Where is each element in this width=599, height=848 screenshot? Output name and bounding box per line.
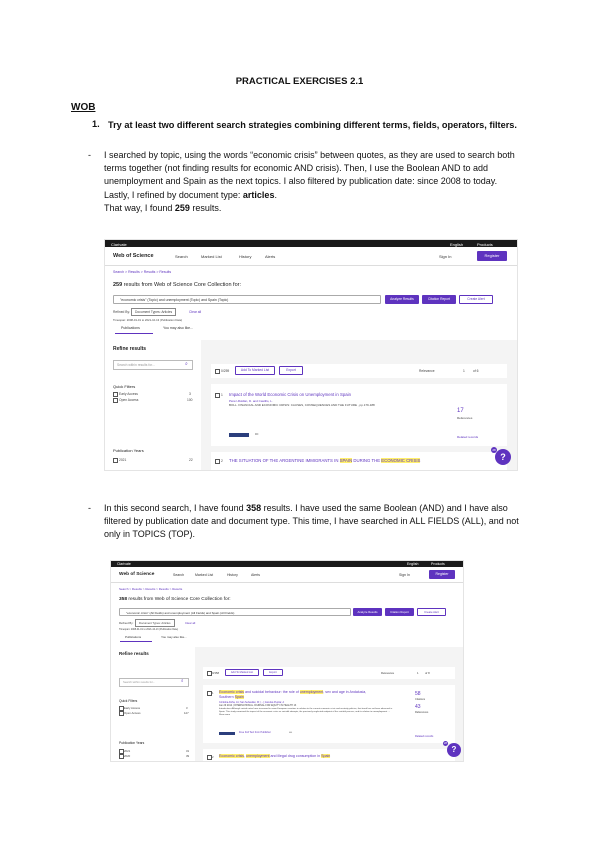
nav-bar xyxy=(105,247,517,266)
analyze-results-button[interactable]: Analyze Results xyxy=(385,295,419,304)
screenshot-search-1 xyxy=(104,239,518,471)
timespan-text: Timespan: 2008-01-01 to 2021-10-13 (Publication Date) xyxy=(113,318,183,322)
nav-history[interactable]: History xyxy=(239,254,252,259)
nav-marked-list[interactable]: Marked List xyxy=(195,573,214,577)
early-access-checkbox[interactable] xyxy=(119,706,124,711)
more-options-icon[interactable]: ••• xyxy=(255,432,259,436)
citation-report-button[interactable]: Citation Report xyxy=(385,608,414,616)
results-heading: 259 results from Web of Science Core Collection for: xyxy=(113,282,241,288)
page-input[interactable]: 1 xyxy=(463,369,465,373)
open-access-checkbox[interactable] xyxy=(113,398,118,403)
page-total: of 6 xyxy=(473,369,479,373)
products-menu[interactable]: Products xyxy=(431,562,445,566)
tab-publications[interactable]: Publications xyxy=(121,326,140,330)
create-alert-button[interactable]: Create Alert xyxy=(459,295,493,304)
year-count: 39 xyxy=(186,754,190,758)
citation-label: Citations xyxy=(415,698,426,701)
early-access-label: Early Access xyxy=(124,706,141,710)
year-label: 2020 xyxy=(124,754,131,758)
section-heading: WOB xyxy=(71,102,96,113)
wos-logo[interactable]: Web of Science xyxy=(119,572,155,577)
register-button[interactable]: Register xyxy=(477,251,507,261)
reference-count[interactable]: 43 xyxy=(415,704,421,710)
result-title-link[interactable]: THE SITUATION OF THE ARGENTINE IMMIGRANTS IN SPAIN DURING THE ECONOMIC CRISIS xyxy=(229,458,421,463)
sfx-logo-icon[interactable] xyxy=(219,732,235,735)
nav-bar xyxy=(111,567,463,583)
clarivate-logo: Clarivate xyxy=(117,562,131,566)
tab-underline xyxy=(115,333,153,334)
tab-publications[interactable]: Publications xyxy=(125,635,142,639)
result-checkbox[interactable] xyxy=(215,393,220,398)
sfx-logo-icon[interactable] xyxy=(229,433,249,437)
page-total: of 8 xyxy=(425,671,430,675)
nav-search[interactable]: Search xyxy=(175,254,188,259)
reference-count[interactable]: 17 xyxy=(457,408,464,414)
year-count: 22 xyxy=(189,458,193,462)
breadcrumb[interactable]: Search > Results > Results > Results xyxy=(113,270,172,274)
refine-results-heading: Refine results xyxy=(113,346,147,352)
sort-relevance[interactable]: Relevance xyxy=(381,671,395,675)
search-within-input[interactable]: Search within results for... xyxy=(113,360,193,370)
select-all-checkbox[interactable] xyxy=(215,369,220,374)
bullet-dash: - xyxy=(88,503,91,513)
screenshot-search-2 xyxy=(110,560,464,762)
year-count: 31 xyxy=(186,749,190,753)
early-access-count: 3 xyxy=(189,392,191,396)
result-authors[interactable]: Pérez-Roldán, D. and Castillo, L. xyxy=(229,399,273,403)
result-checkbox[interactable] xyxy=(207,691,212,696)
result-number: 1 xyxy=(212,691,214,695)
sort-relevance[interactable]: Relevance xyxy=(419,369,435,373)
result-authors[interactable]: Córdoba-Doña, JA; San Sebastián, M; (...); Escolar-Pujolar, A xyxy=(219,701,285,704)
publication-years-heading: Publication Years xyxy=(119,741,145,745)
result-source: BOLL. FINANCIAL AND ECONOMIC CRISIS: CAUSES, CONSEQUENCES AND THE FUTURE , pp.179-188 xyxy=(229,403,375,407)
tab-you-may-also-like[interactable]: You may also like... xyxy=(161,635,187,639)
open-access-count: 100 xyxy=(187,398,193,402)
result-checkbox[interactable] xyxy=(207,755,212,760)
citation-count[interactable]: 58 xyxy=(415,691,421,697)
tab-you-may-also-like[interactable]: You may also like... xyxy=(163,326,194,330)
refined-chip[interactable]: Document Types: Articles xyxy=(135,619,175,627)
sign-in-link[interactable]: Sign In xyxy=(399,573,410,577)
refine-results-heading: Refine results xyxy=(119,651,149,656)
export-button[interactable]: Export xyxy=(263,669,283,676)
language-menu[interactable]: English xyxy=(450,241,464,247)
publication-years-heading: Publication Years xyxy=(113,448,144,453)
select-count: 0/358 xyxy=(212,671,219,675)
open-access-count: 127 xyxy=(184,711,189,715)
results-heading: 358 results from Web of Science Core Collection for: xyxy=(119,597,231,602)
result-number: 1 xyxy=(221,393,223,397)
result-number: 2 xyxy=(221,459,223,463)
year-label: 2021 xyxy=(124,749,131,753)
related-records-link[interactable]: Related records xyxy=(457,435,479,439)
exercise-text: Try at least two different search strategies combining different terms, fields, operators, filters. xyxy=(108,120,517,130)
year-checkbox[interactable] xyxy=(119,749,124,754)
early-access-checkbox[interactable] xyxy=(113,392,118,397)
result-title-link[interactable]: Impact of the World Economic Crisis on Unemployment in Spain xyxy=(229,392,351,397)
sign-in-link[interactable]: Sign In xyxy=(439,254,452,259)
nav-history[interactable]: History xyxy=(227,573,238,577)
related-records-link[interactable]: Related records xyxy=(415,735,434,738)
early-access-label: Early Access xyxy=(119,392,138,396)
add-to-marked-list-button[interactable]: Add To Marked List xyxy=(235,366,275,375)
result-checkbox[interactable] xyxy=(215,459,220,464)
result-number: 2 xyxy=(212,755,214,759)
top-bar xyxy=(105,240,517,247)
clarivate-logo: Clarivate xyxy=(111,241,127,247)
analyze-results-button[interactable]: Analyze Results xyxy=(353,608,382,616)
bullet-dash: - xyxy=(88,150,91,160)
help-badge: 28 xyxy=(444,742,447,745)
year-checkbox[interactable] xyxy=(119,754,124,759)
help-badge: 28 xyxy=(492,448,496,452)
add-to-marked-list-button[interactable]: Add To Marked List xyxy=(225,669,259,676)
query-box[interactable]: "economic crisis" (All Fields) and unemployment (All Fields) and Spain (All Fields) xyxy=(119,608,351,616)
timespan-text: Timespan: 2008-01-01 to 2021-10-13 (Publication Date) xyxy=(119,628,179,631)
result-abstract: Introduction: Although suicide rates have increased in some European countries in relation to the current economic crisis and austerity policies, that trend has not been observed in Spain. This study examined the impact of the economic crisis on suicidal attempts, the previously neglected endpoint of the suicidal process, and its relation to unemployment. ... Show more xyxy=(219,708,393,716)
products-menu[interactable]: Products xyxy=(477,241,493,247)
reference-label: References xyxy=(457,416,473,420)
query-box[interactable]: "economic crisis" (Topic) and unemployment (Topic) and Spain (Topic) xyxy=(113,295,381,304)
search-icon[interactable]: ⌕ xyxy=(181,678,184,683)
nav-alerts[interactable]: Alerts xyxy=(251,573,260,577)
tab-underline xyxy=(120,641,152,642)
search-icon[interactable]: ⌕ xyxy=(185,361,188,367)
clear-all-link[interactable]: Clear all xyxy=(189,310,202,314)
page-input[interactable]: 1 xyxy=(417,671,419,675)
result-title-link[interactable]: Economic crisis, unemployment and illegal drug consumption in Spain xyxy=(219,754,331,758)
select-count: 0/259 xyxy=(221,369,230,373)
help-button[interactable]: ? xyxy=(495,449,511,465)
result-source: Jan 29 2014 | INTERNATIONAL JOURNAL FOR EQUITY IN HEALTH 13 xyxy=(219,704,297,707)
register-button[interactable]: Register xyxy=(429,570,455,579)
nav-alerts[interactable]: Alerts xyxy=(265,254,276,259)
year-checkbox[interactable] xyxy=(113,458,118,463)
free-full-text-link[interactable]: Free Full Text from Publisher xyxy=(239,731,271,734)
year-label: 2021 xyxy=(119,458,127,462)
open-access-label: Open Access xyxy=(124,711,141,715)
create-alert-button[interactable]: Create Alert xyxy=(417,608,446,616)
quick-filters-heading: Quick Filters xyxy=(113,384,136,389)
clear-all-link[interactable]: Clear all xyxy=(185,621,196,625)
select-all-checkbox[interactable] xyxy=(207,671,212,676)
bullet-paragraph-2: In this second search, I have found 358 results. I have used the same Boolean (AND) and I have also filtered by publication date and document type. This time, I have searched in ALL FIELDS (ALL), and not only in TOPICS (TOP). xyxy=(104,503,519,540)
exercise-number: 1. xyxy=(92,119,100,129)
bullet-paragraph-1: I searched by topic, using the words “economic crisis” between quotes, as they are used to search both terms together (not finding results for economic AND crisis). Then, I use the Boolean AND to add unemployment and Spain as the next topics. I also filtered by publication date: since 2008 to today. Lastly, I refined by document type: articles. That way, I found 259 results. xyxy=(104,150,515,213)
citation-report-button[interactable]: Citation Report xyxy=(422,295,456,304)
refined-by-label: Refined By: xyxy=(119,621,134,625)
wos-logo[interactable]: Web of Science xyxy=(113,253,154,259)
export-button[interactable]: Export xyxy=(279,366,303,375)
language-menu[interactable]: English xyxy=(407,562,419,566)
refined-by-label: Refined By: xyxy=(113,310,131,314)
early-access-count: 3 xyxy=(186,706,188,710)
result-title-link[interactable]: Economic crisis and suicidal behaviour: the role of unemployment, sex and age in Andalusia, Southern Spain xyxy=(219,690,367,699)
search-within-input[interactable]: Search within results for... xyxy=(119,678,189,687)
breadcrumb[interactable]: Search > Results > Results > Results > Results xyxy=(119,587,183,591)
reference-label: References xyxy=(415,711,429,714)
nav-marked-list[interactable]: Marked List xyxy=(201,254,222,259)
quick-filters-heading: Quick Filters xyxy=(119,699,138,703)
more-options-icon[interactable]: ••• xyxy=(289,730,293,734)
document-title: PRACTICAL EXERCISES 2.1 xyxy=(235,76,364,87)
refined-chip[interactable]: Document Types: Articles xyxy=(131,308,176,316)
open-access-label: Open Access xyxy=(119,398,139,402)
nav-search[interactable]: Search xyxy=(173,573,185,577)
help-button[interactable]: ? xyxy=(447,743,461,757)
open-access-checkbox[interactable] xyxy=(119,711,124,716)
